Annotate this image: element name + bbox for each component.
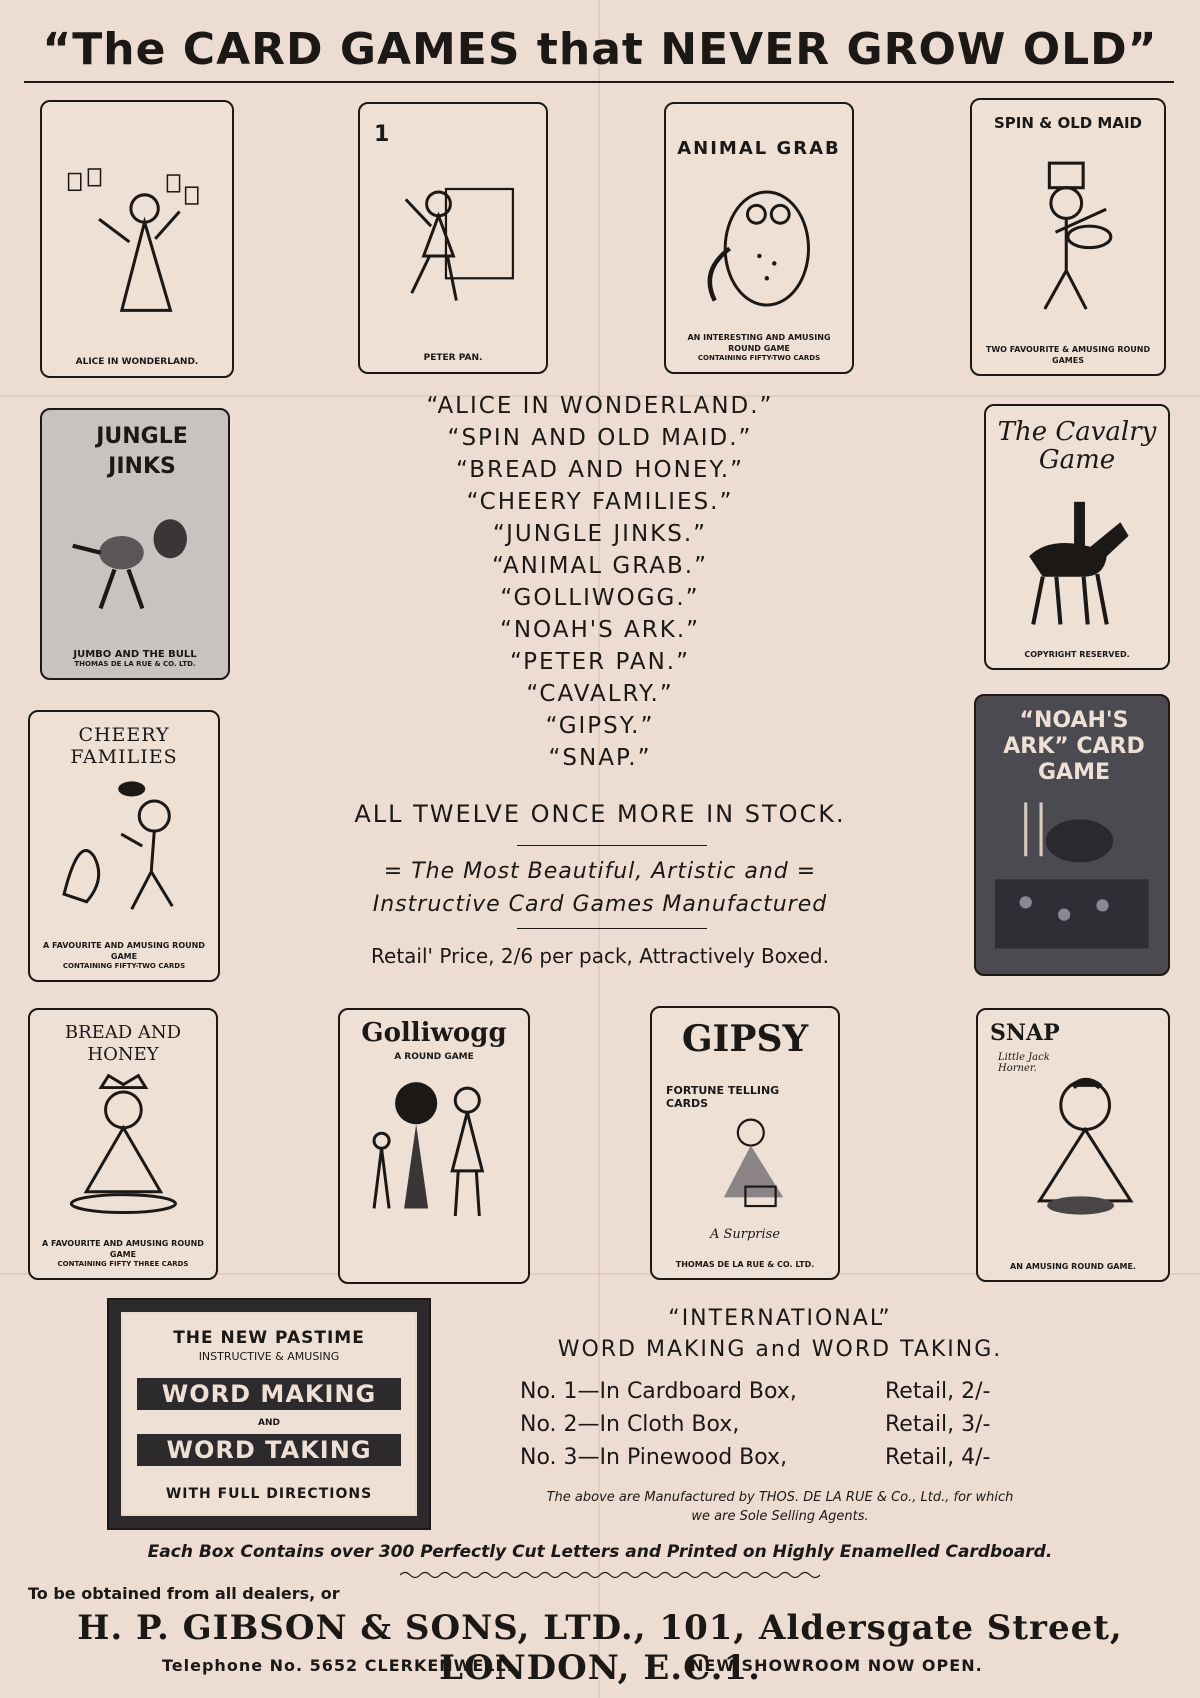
- card-title: The Cavalry Game: [997, 417, 1157, 475]
- price-list-row: [520, 1441, 1040, 1474]
- game-list-item: “SNAP.”: [548, 745, 652, 771]
- card-animal-grab: [664, 102, 854, 374]
- fortune-teller-illustration: [671, 1111, 820, 1219]
- alice-illustration: [61, 157, 213, 327]
- tagline: [240, 855, 960, 921]
- game-list-item: “BREAD AND HONEY.”: [456, 457, 744, 483]
- game-list-item: “NOAH'S ARK.”: [499, 617, 701, 643]
- word-box-line: WITH FULL DIRECTIONS: [165, 1486, 373, 1502]
- card-title: BREAD AND HONEY: [64, 1022, 182, 1065]
- manufacturer-line: we are Sole Selling Agents.: [691, 1509, 869, 1524]
- word-box-and: AND: [258, 1418, 280, 1428]
- ark-animals-illustration: [995, 791, 1149, 952]
- stock-notice: ALL TWELVE ONCE MORE IN STOCK.: [354, 800, 846, 828]
- card-title: “NOAH'S ARK” CARD GAME: [1003, 708, 1145, 785]
- obtain-note: To be obtained from all dealers, or: [28, 1584, 340, 1603]
- word-making-box-inner: [121, 1312, 417, 1516]
- card-caption: ALICE IN WONDERLAND.: [75, 357, 199, 367]
- card-title: JUNGLE JINKS: [96, 424, 188, 479]
- showroom-notice: NEW SHOWROOM NOW OPEN.: [690, 1656, 983, 1675]
- card-title: SPIN & OLD MAID: [993, 114, 1142, 132]
- queen-illustration: [49, 1064, 198, 1230]
- game-list-item: “CAVALRY.”: [526, 681, 674, 707]
- card-cavalry-game: [984, 404, 1170, 670]
- card-caption: PETER PAN.: [423, 353, 483, 363]
- game-list: [240, 390, 960, 774]
- price-list-row: [520, 1408, 1040, 1441]
- telephone: Telephone No. 5652 CLERKENWELL.: [162, 1656, 514, 1675]
- price-list-price: Retail, 4/-: [885, 1445, 991, 1470]
- game-list-item: “JUNGLE JINKS.”: [492, 521, 708, 547]
- card-subtitle: FORTUNE TELLING CARDS: [666, 1084, 780, 1110]
- owl-illustration: [685, 158, 834, 324]
- price-list: [520, 1375, 1040, 1474]
- card-caption: TWO FAVOURITE & AMUSING ROUND GAMES: [985, 345, 1151, 365]
- card-subtitle: Little Jack Horner.: [998, 1052, 1050, 1074]
- card-caption: A FAVOURITE AND AMUSING ROUND GAME: [43, 941, 205, 961]
- card-caption: COPYRIGHT RESERVED.: [1024, 650, 1130, 659]
- international-subtitle: WORD MAKING and WORD TAKING.: [557, 1337, 1003, 1362]
- international-heading: [470, 1306, 1090, 1362]
- price-list-price: Retail, 2/-: [885, 1379, 991, 1404]
- card-golliwogg: [338, 1008, 530, 1284]
- game-list-item: “GIPSY.”: [545, 713, 655, 739]
- game-list-item: “ANIMAL GRAB.”: [492, 553, 708, 579]
- card-subtitle: A ROUND GAME: [394, 1052, 474, 1062]
- divider: [517, 845, 707, 846]
- card-caption: AN AMUSING ROUND GAME.: [1010, 1262, 1136, 1271]
- card-caption: JUMBO AND THE BULL: [73, 649, 197, 660]
- game-list-item: “GOLLIWOGG.”: [500, 585, 700, 611]
- word-box-band: WORD TAKING: [137, 1434, 401, 1466]
- game-list-item: “CHEERY FAMILIES.”: [466, 489, 734, 515]
- price-list-price: Retail, 3/-: [885, 1412, 991, 1437]
- game-list-item: “SPIN AND OLD MAID.”: [447, 425, 753, 451]
- divider: [517, 928, 707, 929]
- wavy-divider: [400, 1570, 820, 1580]
- card-jungle-jinks: [40, 408, 230, 680]
- elephant-bull-illustration: [61, 490, 210, 629]
- game-list-item: “PETER PAN.”: [509, 649, 691, 675]
- price-list-label: No. 1—In Cardboard Box,: [520, 1379, 797, 1404]
- price-list-label: No. 3—In Pinewood Box,: [520, 1445, 788, 1470]
- card-caption: A FAVOURITE AND AMUSING ROUND GAME: [42, 1239, 204, 1259]
- card-subcaption: THOMAS DE LA RUE & CO. LTD.: [74, 660, 196, 668]
- goose-boy-illustration: [49, 766, 199, 932]
- word-box-line: INSTRUCTIVE & AMUSING: [198, 1350, 340, 1363]
- manufacturer-line: The above are Manufactured by THOS. DE LA RUE & Co., Ltd., for which: [546, 1490, 1014, 1505]
- card-subcaption: CONTAINING FIFTY THREE CARDS: [57, 1260, 189, 1268]
- card-label: A Surprise: [709, 1227, 781, 1242]
- price-list-row: [520, 1375, 1040, 1408]
- tagline-line: Instructive Card Games Manufactured: [372, 892, 828, 917]
- headline: “The CARD GAMES that NEVER GROW OLD”: [42, 24, 1158, 75]
- card-title: SNAP: [990, 1020, 1060, 1046]
- card-spin-old-maid: [970, 98, 1166, 376]
- card-number: 1: [374, 122, 390, 147]
- word-box-band: WORD MAKING: [137, 1378, 401, 1410]
- card-title: ANIMAL GRAB: [677, 138, 841, 159]
- card-caption: AN INTERESTING AND AMUSING ROUND GAME: [687, 333, 831, 353]
- card-subcaption: CONTAINING FIFTY-TWO CARDS: [62, 962, 186, 970]
- word-box-line: THE NEW PASTIME: [173, 1328, 365, 1348]
- tagline-line: = The Most Beautiful, Artistic and =: [383, 859, 817, 884]
- card-title: Golliwogg: [361, 1018, 507, 1048]
- golliwogg-dolls-illustration: [359, 1064, 509, 1233]
- card-title: CHEERY FAMILIES: [70, 724, 178, 768]
- cavalry-horse-illustration: [1004, 495, 1150, 631]
- international-title: “INTERNATIONAL”: [668, 1306, 892, 1331]
- card-subcaption: CONTAINING FIFTY-TWO CARDS: [697, 354, 821, 362]
- manufacturer-note: [470, 1488, 1090, 1526]
- card-caption: THOMAS DE LA RUE & CO. LTD.: [675, 1260, 815, 1269]
- retail-price: Retail' Price, 2/6 per pack, Attractively Boxed.: [371, 944, 829, 968]
- card-alice-in-wonderland: [40, 100, 234, 378]
- card-cheery-families: [28, 710, 220, 982]
- card-snap: [976, 1008, 1170, 1282]
- game-list-item: “ALICE IN WONDERLAND.”: [426, 393, 774, 419]
- card-gipsy: [650, 1006, 840, 1280]
- card-peter-pan: [358, 102, 548, 374]
- card-bread-and-honey: [28, 1008, 218, 1280]
- headline-rule: [24, 81, 1174, 83]
- card-title: GIPSY: [681, 1018, 809, 1060]
- peter-pan-illustration: [379, 158, 528, 324]
- company-address: H. P. GIBSON & SONS, LTD., 101, Aldersgate Street, LONDON, E.C.1.: [77, 1608, 1123, 1688]
- word-making-box: [107, 1298, 431, 1530]
- price-list-label: No. 2—In Cloth Box,: [520, 1412, 740, 1437]
- card-noahs-ark: [974, 694, 1170, 976]
- box-contents-note: Each Box Contains over 300 Perfectly Cut Letters and Printed on Highly Enamelled Cardboard.: [147, 1542, 1053, 1562]
- jack-horner-illustration: [997, 1064, 1149, 1231]
- minstrel-illustration: [991, 155, 1145, 325]
